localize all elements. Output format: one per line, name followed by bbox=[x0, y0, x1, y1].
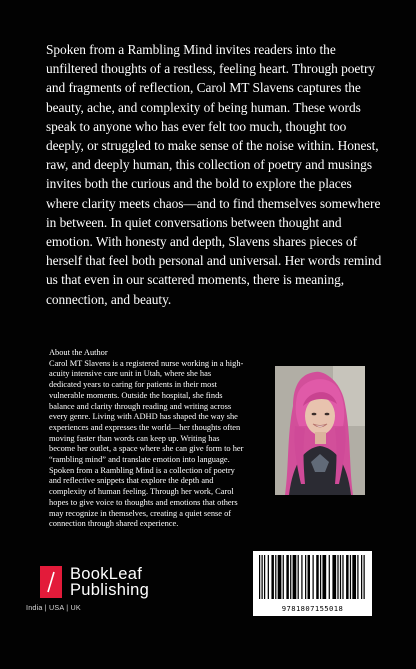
barcode-bar bbox=[350, 555, 351, 599]
barcode-bar bbox=[259, 555, 260, 599]
publisher-regions: India | USA | UK bbox=[26, 603, 81, 612]
barcode-bar bbox=[301, 555, 302, 599]
barcode-bar bbox=[305, 555, 306, 599]
barcode-graphic bbox=[253, 551, 372, 603]
barcode-bar bbox=[329, 555, 330, 599]
barcode-bar bbox=[275, 555, 276, 599]
barcode-bar bbox=[283, 555, 284, 599]
barcode-bar bbox=[271, 555, 273, 599]
barcode-bar bbox=[293, 555, 297, 599]
barcode-bar bbox=[361, 555, 362, 599]
barcode-bar bbox=[316, 555, 318, 599]
barcode-bar bbox=[264, 555, 265, 599]
barcode-bar bbox=[313, 555, 314, 599]
about-author-section bbox=[49, 348, 245, 530]
barcode-bar bbox=[320, 555, 321, 599]
slash-icon bbox=[40, 566, 62, 598]
barcode-bar bbox=[268, 555, 269, 599]
isbn-number: 9781807155018 bbox=[281, 604, 344, 613]
about-author-heading: About the Author bbox=[49, 348, 108, 357]
publisher-name-line1: BookLeaf bbox=[70, 565, 143, 583]
barcode-bar bbox=[298, 555, 299, 599]
barcode-bar bbox=[346, 555, 348, 599]
barcode-bar bbox=[352, 555, 356, 599]
book-blurb: Spoken from a Rambling Mind invites readers into the unfiltered thoughts of a restless, feeling heart. Through poetry and fragments of reflection, Carol MT Slavens captures the beauty, ache, and complexity of being human. These words speak to anyone who has ever felt too much, thought too deeply, or struggled to make sense of the noise within. Honest, raw, and deeply human, this collection of poetry and musings invites both the curious and the bold to explore the places where clarity meets chaos—and to find themselves somewhere in between. In quiet conversations between thought and emotion. With honesty and depth, Slavens shares pieces of herself that feel both personal and universal. Her words remind us that even in our scattered moments, there is meaning, connection, and beauty. bbox=[46, 42, 382, 307]
isbn-barcode bbox=[253, 551, 372, 616]
barcode-bar bbox=[322, 555, 326, 599]
barcode-bar bbox=[278, 555, 282, 599]
barcode-bar bbox=[364, 555, 365, 599]
author-portrait-image bbox=[275, 366, 365, 495]
barcode-bar bbox=[290, 555, 291, 599]
publisher-name-line2: Publishing bbox=[70, 581, 150, 599]
author-photo bbox=[275, 366, 365, 495]
barcode-bar bbox=[340, 555, 341, 599]
barcode-bar bbox=[286, 555, 288, 599]
barcode-bar bbox=[332, 555, 336, 599]
barcode-bar bbox=[308, 555, 310, 599]
barcode-bar bbox=[261, 555, 262, 599]
author-bio: Carol MT Slavens is a registered nurse working in a high-acuity intensive care unit in Utah, where she has dedicated years to caring for patients in their most vulnerable moments. Outside the hospital, she finds balance and clarity through reading and writing across every genre. Living with ADHD has shaped the way she experiences and expresses the world—her thoughts often moving faster than words can keep up. Writing has become her outlet, a space where she can give form to her “rambling mind” and translate emotion into language. Spoken from a Rambling Mind is a collection of poetry and reflective snippets that explore the depth and complexity of human feeling. Through her work, Carol hopes to give voice to thoughts and emotions that others may recognize in themselves, creating a quiet sense of connection through shared experience. bbox=[49, 358, 244, 529]
barcode-bar bbox=[337, 555, 338, 599]
bookleaf-logo-icon bbox=[40, 566, 62, 598]
barcode-bar bbox=[342, 555, 343, 599]
barcode-bar bbox=[357, 555, 358, 599]
